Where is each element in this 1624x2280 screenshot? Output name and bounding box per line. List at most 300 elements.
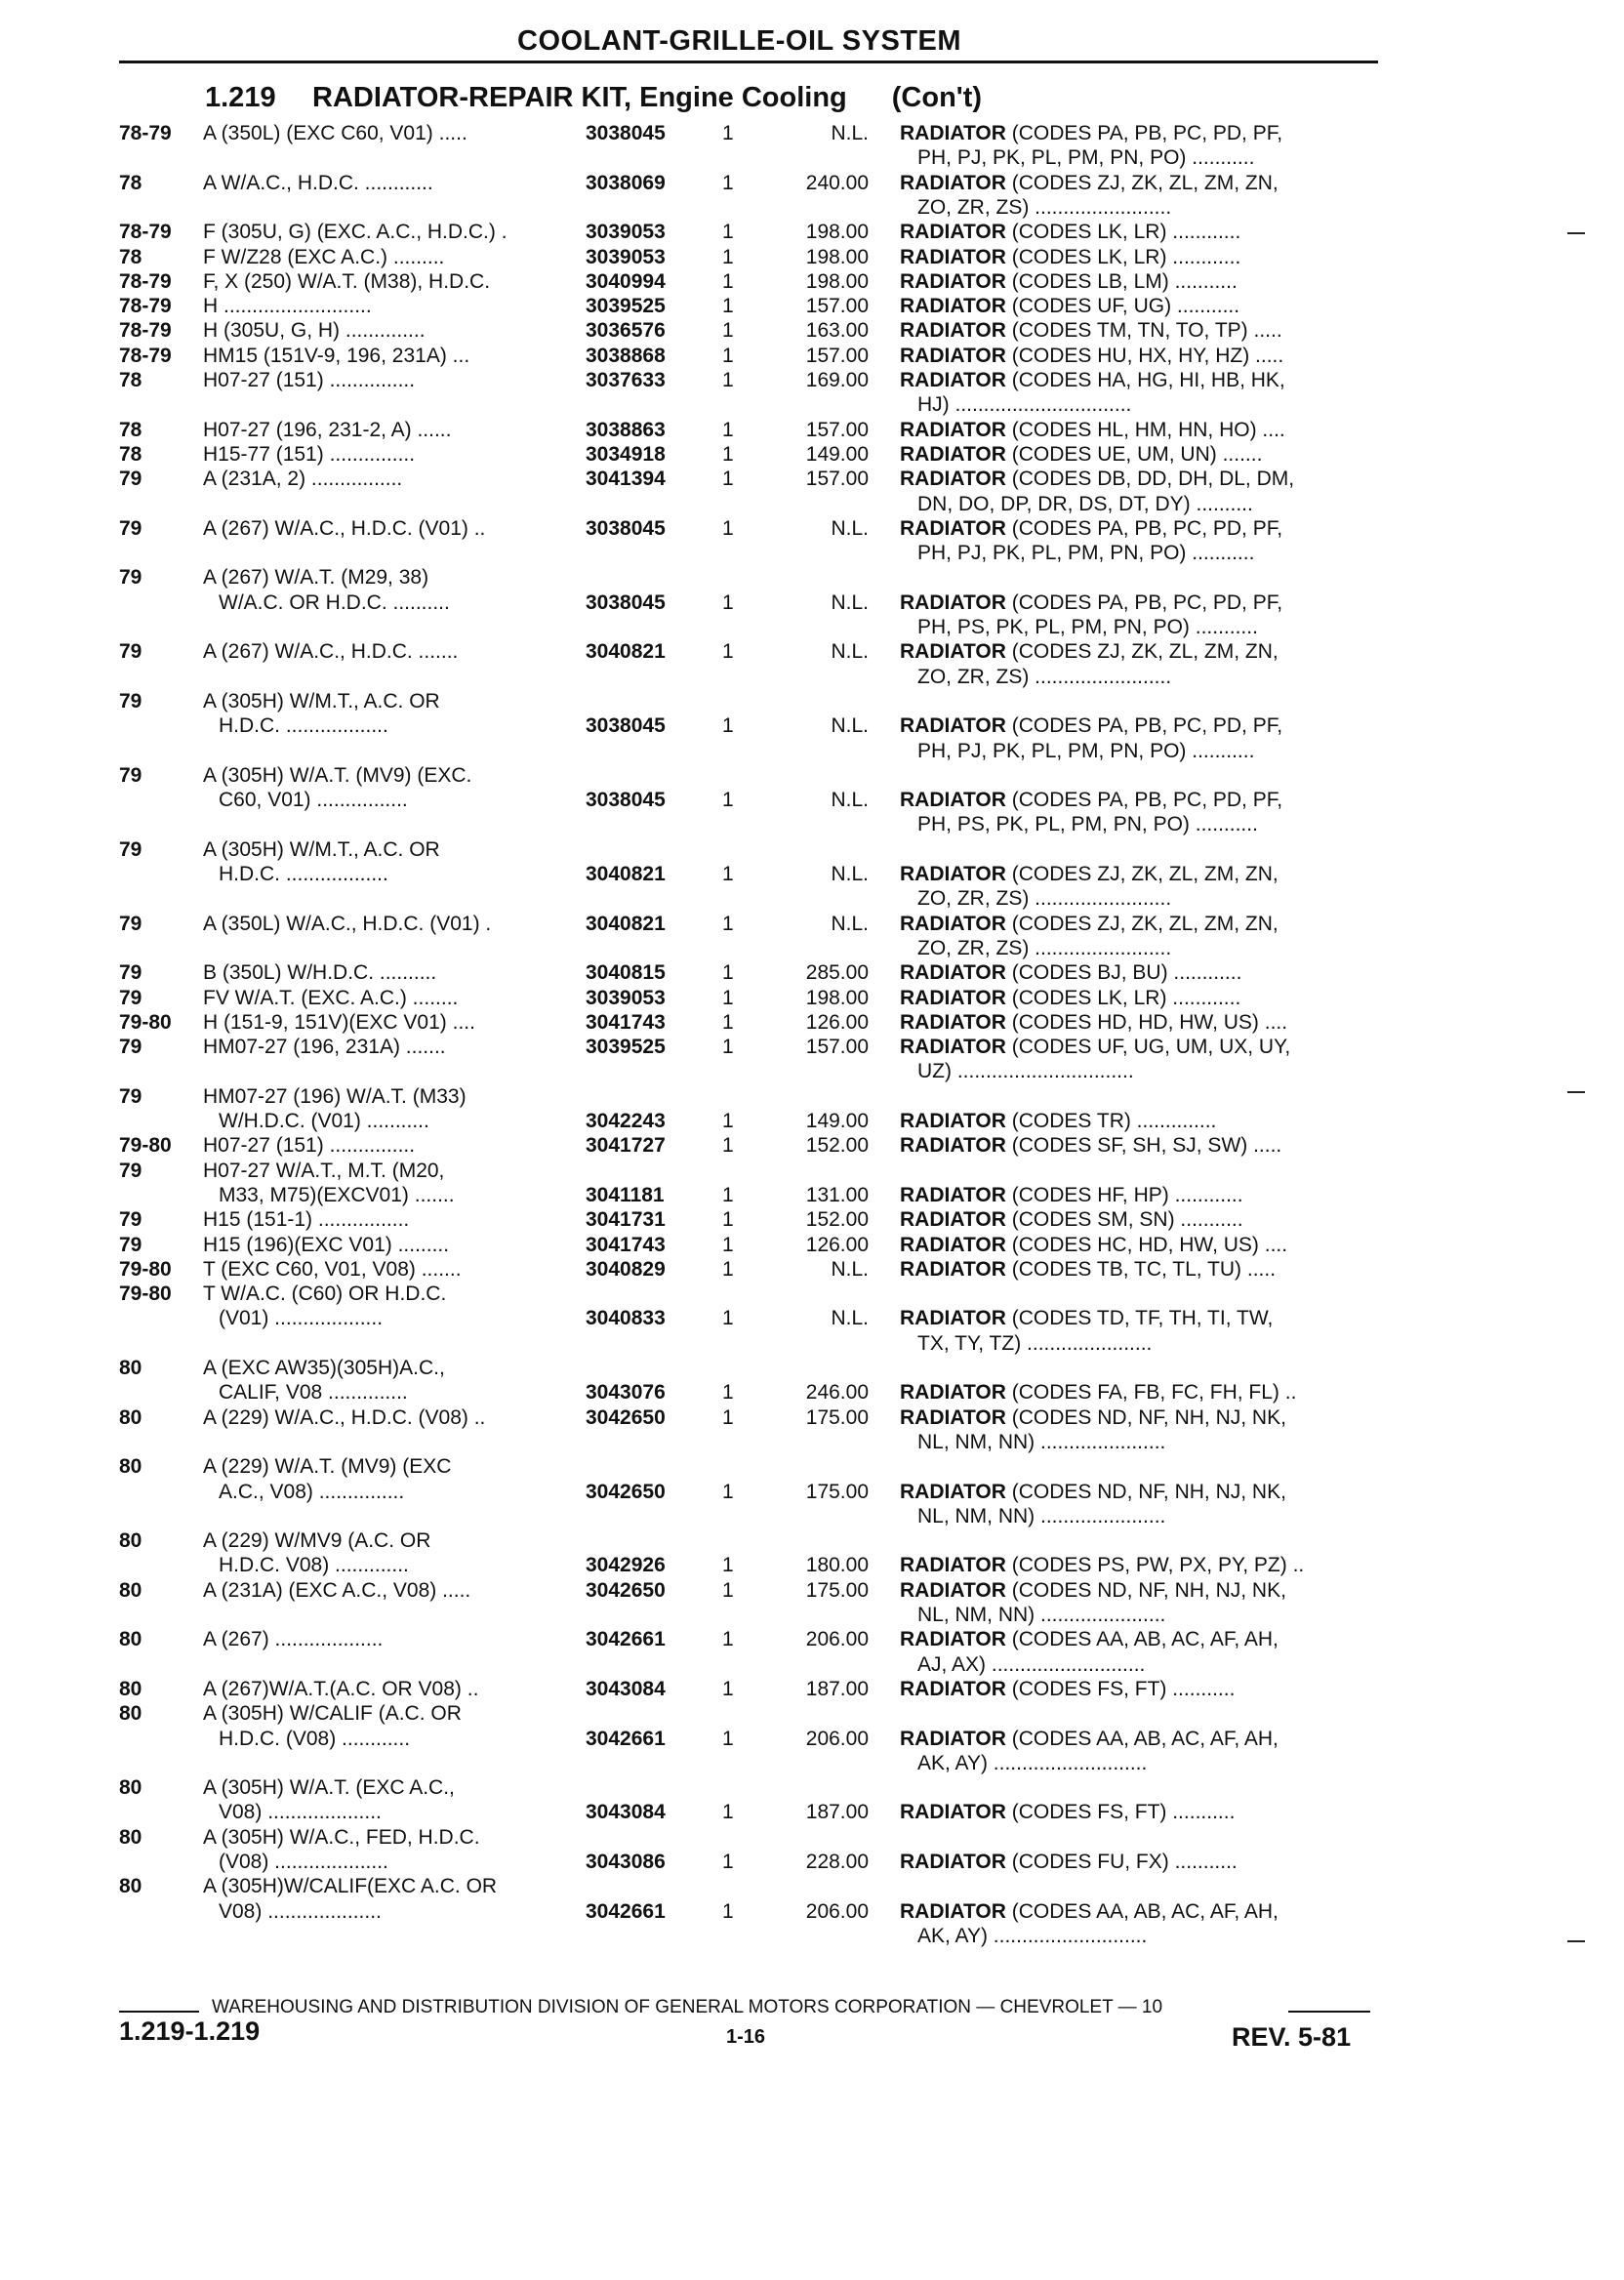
model-year: 79 [119,1208,142,1232]
part-number: 3041394 [586,468,666,491]
description [900,1578,1286,1603]
description-continued: PH, PJ, PK, PL, PM, PN, PO) ........... [917,542,1255,565]
quantity: 1 [722,1677,734,1700]
part-codes: (CODES FS, FT) ........... [1011,1801,1236,1824]
part-name: RADIATOR [900,1134,1006,1158]
application: F, X (250) W/A.T. (M38), H.D.C. [203,269,491,293]
application: A (231A) (EXC A.C., V08) ..... [203,1578,471,1602]
part-number: 3041727 [586,1134,666,1158]
application: A (267) ................... [203,1628,384,1651]
description [900,516,1282,541]
part-codes: (CODES SF, SH, SJ, SW) ..... [1011,1134,1282,1158]
part-number: 3042661 [586,1899,666,1923]
part-name: RADIATOR [900,269,1006,293]
list-price: 180.00 [805,1554,869,1577]
table-row [0,1775,1624,1800]
model-year: 79-80 [119,1282,172,1306]
part-codes: (CODES UF, UG, UM, UX, UY, [1011,1036,1291,1059]
application: A (305H) W/A.T. (MV9) (EXC. [203,763,472,787]
quantity: 1 [722,1183,734,1206]
application: H15 (151-1) ................ [203,1208,410,1232]
part-number: 3041731 [586,1208,666,1232]
table-row [0,145,1624,170]
list-price: N.L. [831,1257,869,1281]
list-price: 206.00 [805,1899,869,1923]
part-number: 3039053 [586,986,666,1009]
model-year: 79 [119,763,142,787]
table-row [0,1454,1624,1479]
table-row [0,392,1624,417]
part-name: RADIATOR [900,1899,1006,1923]
model-year: 80 [119,1825,142,1849]
part-number: 3040821 [586,640,666,664]
part-codes: (CODES ND, NF, NH, NJ, NK, [1011,1480,1286,1503]
model-year: 80 [119,1455,142,1479]
application: A (EXC AW35)(305H)A.C., [203,1357,445,1379]
quantity: 1 [722,1727,734,1750]
page-number: 1-16 [726,2026,766,2048]
description-continued: AK, AY) ........................... [917,1924,1148,1947]
section-name: RADIATOR-REPAIR KIT, Engine Cooling [312,82,847,113]
application-continued: M33, M75)(EXCV01) ....... [219,1183,455,1206]
part-name: RADIATOR [900,1381,1006,1405]
model-year: 78-79 [119,122,172,144]
model-year: 79-80 [119,1257,172,1281]
table-row [0,1924,1624,1948]
application: H (305U, G, H) .............. [203,319,426,343]
part-name: RADIATOR [900,171,1006,194]
application: A (231A, 2) ................ [203,468,403,491]
model-year: 79 [119,837,142,861]
part-codes: (CODES FS, FT) ........... [1011,1677,1236,1700]
list-price: N.L. [831,1307,869,1330]
table-row [0,713,1624,738]
model-year: 79 [119,689,142,712]
model-year: 79 [119,1233,142,1256]
application-continued: W/A.C. OR H.D.C. .......... [219,590,450,614]
table-row [0,1874,1624,1898]
part-name: RADIATOR [900,221,1006,244]
table-row [0,1603,1624,1627]
model-year: 80 [119,1405,142,1429]
margin-mark [1567,232,1585,234]
application-continued: H.D.C. V08) ............. [219,1554,409,1577]
table-row [0,1850,1624,1874]
table-row [0,1578,1624,1603]
part-name: RADIATOR [900,1677,1006,1700]
description [900,1257,1276,1282]
table-row [0,1504,1624,1528]
application: H07-27 W/A.T., M.T. (M20, [203,1159,445,1182]
quantity: 1 [722,245,734,268]
list-price: 198.00 [805,245,869,268]
description-continued: AJ, AX) ........................... [917,1652,1146,1676]
margin-mark [1567,1091,1585,1093]
part-number: 3038045 [586,590,666,614]
part-name: RADIATOR [900,1801,1006,1824]
list-price: 198.00 [805,986,869,1009]
part-name: RADIATOR [900,714,1006,738]
model-year: 79 [119,986,142,1009]
header-rule [119,61,1378,63]
quantity: 1 [722,1405,734,1429]
part-name: RADIATOR [900,1183,1006,1206]
model-year: 79 [119,640,142,664]
part-name: RADIATOR [900,1727,1006,1750]
quantity: 1 [722,1899,734,1923]
list-price: 126.00 [805,1233,869,1256]
part-name: RADIATOR [900,1110,1006,1132]
application: T (EXC C60, V01, V08) ....... [203,1257,462,1281]
table-row [0,467,1624,491]
table-row [0,195,1624,220]
model-year: 79 [119,1084,142,1108]
table-row [0,1233,1624,1257]
part-codes: (CODES PA, PB, PC, PD, PF, [1011,516,1283,540]
description-continued: PH, PS, PK, PL, PM, PN, PO) ........... [917,813,1258,836]
application: H15-77 (151) ............... [203,442,416,466]
table-row [0,1528,1624,1553]
table-row [0,269,1624,294]
part-codes: (CODES PA, PB, PC, PD, PF, [1011,714,1283,738]
table-row [0,516,1624,541]
part-name: RADIATOR [900,789,1006,812]
model-year: 79 [119,516,142,540]
application-continued: C60, V01) ................ [219,789,408,812]
part-name: RADIATOR [900,961,1006,985]
part-name: RADIATOR [900,1851,1006,1873]
part-number: 3039053 [586,221,666,244]
part-name: RADIATOR [900,344,1006,367]
quantity: 1 [722,122,734,144]
table-row [0,1480,1624,1504]
list-price: 126.00 [805,1010,869,1034]
description-continued: NL, NM, NN) ...................... [917,1604,1166,1626]
table-row [0,1627,1624,1651]
table-row [0,171,1624,195]
application: HM07-27 (196, 231A) ....... [203,1036,446,1059]
description [900,788,1282,812]
application: HM07-27 (196) W/A.T. (M33) [203,1084,467,1108]
part-codes: (CODES FU, FX) ........... [1011,1851,1238,1873]
description [900,1405,1286,1430]
list-price: 198.00 [805,269,869,293]
table-row [0,1825,1624,1850]
table-row [0,1084,1624,1109]
description [900,1800,1235,1824]
application: A (229) W/A.T. (MV9) (EXC [203,1455,452,1479]
description [900,1133,1281,1158]
quantity: 1 [722,319,734,343]
application-continued: W/H.D.C. (V01) ........... [219,1110,429,1132]
quantity: 1 [722,468,734,491]
part-number: 3038045 [586,789,666,812]
part-name: RADIATOR [900,1257,1006,1281]
application: T W/A.C. (C60) OR H.D.C. [203,1282,447,1306]
part-codes: (CODES ND, NF, NH, NJ, NK, [1011,1578,1286,1602]
description [900,442,1262,467]
table-row [0,442,1624,467]
part-number: 3039053 [586,245,666,268]
description-continued: UZ) ............................... [917,1060,1134,1083]
list-price: 157.00 [805,1036,869,1059]
part-name: RADIATOR [900,1233,1006,1256]
description [900,1727,1279,1751]
application: A (350L) W/A.C., H.D.C. (V01) . [203,912,492,935]
quantity: 1 [722,1208,734,1232]
table-row [0,418,1624,442]
description [900,1553,1304,1577]
part-codes: (CODES LK, LR) ............ [1011,221,1241,244]
table-row [0,368,1624,392]
footer-rule-right [1288,2011,1370,2013]
page-title: COOLANT-GRILLE-OIL SYSTEM [517,25,962,57]
section-continued: (Con't) [891,82,983,113]
list-price: 206.00 [805,1628,869,1651]
table-row [0,665,1624,689]
part-codes: (CODES SM, SN) ........... [1011,1208,1243,1232]
application: A (305H) W/A.C., FED, H.D.C. [203,1825,480,1849]
model-year: 78 [119,442,142,466]
description-continued: AK, AY) ........................... [917,1751,1148,1774]
table-row [0,1109,1624,1133]
table-row [0,565,1624,590]
part-number: 3040815 [586,961,666,985]
description [900,1306,1273,1330]
part-codes: (CODES PA, PB, PC, PD, PF, [1011,590,1283,614]
table-row [0,886,1624,911]
list-price: N.L. [831,714,869,738]
description [900,960,1241,985]
part-name: RADIATOR [900,1405,1006,1429]
table-row [0,1356,1624,1380]
part-codes: (CODES TB, TC, TL, TU) ..... [1011,1257,1277,1281]
margin-mark [1567,1940,1585,1942]
description-continued: ZO, ZR, ZS) ........................ [917,887,1172,911]
table-row [0,344,1624,368]
application: A (305H) W/CALIF (A.C. OR [203,1702,462,1726]
model-year: 79 [119,1036,142,1059]
quantity: 1 [722,961,734,985]
list-price: 157.00 [805,418,869,441]
quantity: 1 [722,1110,734,1132]
part-number: 3034918 [586,442,666,466]
part-name: RADIATOR [900,122,1006,144]
table-row [0,121,1624,145]
part-codes: (CODES LK, LR) ............ [1011,245,1241,268]
description [900,1233,1287,1257]
part-name: RADIATOR [900,1628,1006,1651]
table-row [0,1133,1624,1158]
list-price: 175.00 [805,1405,869,1429]
quantity: 1 [722,418,734,441]
table-row [0,788,1624,812]
part-name: RADIATOR [900,468,1006,491]
quantity: 1 [722,912,734,935]
part-codes: (CODES ZJ, ZK, ZL, ZM, ZN, [1011,171,1279,194]
application: H .......................... [203,295,372,318]
description [900,121,1282,145]
part-number: 3042650 [586,1480,666,1503]
quantity: 1 [722,171,734,194]
quantity: 1 [722,640,734,664]
quantity: 1 [722,1801,734,1824]
application: FV W/A.T. (EXC. A.C.) ........ [203,986,459,1009]
model-year: 79 [119,912,142,935]
application: A (229) W/A.C., H.D.C. (V08) .. [203,1405,486,1429]
application-continued: H.D.C. (V08) ............ [219,1727,411,1750]
table-row [0,1677,1624,1701]
description [900,269,1238,294]
description [900,171,1279,195]
table-row [0,1405,1624,1430]
table-row [0,986,1624,1010]
application-continued: (V01) ................... [219,1307,384,1330]
footer-division: WAREHOUSING AND DISTRIBUTION DIVISION OF GENERAL MOTORS CORPORATION — CHEVROLET — 10 [212,1997,1163,2017]
table-row [0,1652,1624,1677]
list-price: 157.00 [805,468,869,491]
model-year: 79-80 [119,1010,172,1034]
description [900,1677,1235,1701]
model-year: 78-79 [119,344,172,367]
model-year: 79 [119,961,142,985]
quantity: 1 [722,369,734,391]
part-number: 3040821 [586,912,666,935]
part-number: 3038069 [586,171,666,194]
list-price: 240.00 [805,171,869,194]
table-row [0,1306,1624,1330]
model-year: 78-79 [119,221,172,244]
table-row [0,739,1624,763]
quantity: 1 [722,590,734,614]
part-number: 3040821 [586,863,666,885]
model-year: 78 [119,171,142,194]
part-number: 3038045 [586,516,666,540]
description [900,368,1285,392]
quantity: 1 [722,344,734,367]
description [900,245,1240,269]
section-number: 1.219 [205,82,276,113]
application: H07-27 (196, 231-2, A) ...... [203,418,452,441]
table-row [0,1800,1624,1824]
quantity: 1 [722,1851,734,1873]
part-number: 3043076 [586,1381,666,1405]
description-continued: ZO, ZR, ZS) ........................ [917,665,1172,688]
part-codes: (CODES AA, AB, AC, AF, AH, [1011,1727,1279,1750]
table-row [0,1282,1624,1306]
description [900,1850,1238,1874]
description [900,294,1239,318]
table-row [0,1553,1624,1577]
list-price: N.L. [831,640,869,664]
application: H (151-9, 151V)(EXC V01) .... [203,1010,475,1034]
section-title [205,82,982,114]
part-number: 3038863 [586,418,666,441]
part-codes: (CODES TD, TF, TH, TI, TW, [1011,1307,1274,1330]
description-continued: TX, TY, TZ) ...................... [917,1331,1153,1355]
part-number: 3042650 [586,1405,666,1429]
application: A (267)W/A.T.(A.C. OR V08) .. [203,1677,479,1700]
application: F (305U, G) (EXC. A.C., H.D.C.) . [203,221,508,244]
quantity: 1 [722,269,734,293]
description [900,1035,1290,1059]
description [900,1010,1287,1035]
description [900,1899,1279,1924]
part-name: RADIATOR [900,1208,1006,1232]
part-name: RADIATOR [900,1480,1006,1503]
part-number: 3040833 [586,1307,666,1330]
table-row [0,689,1624,713]
table-row [0,639,1624,664]
quantity: 1 [722,221,734,244]
table-row [0,1701,1624,1726]
table-row [0,1727,1624,1751]
description [900,1627,1279,1651]
part-number: 3042661 [586,1628,666,1651]
part-codes: (CODES BJ, BU) ............ [1011,961,1242,985]
application-continued: A.C., V08) ............... [219,1480,405,1503]
part-name: RADIATOR [900,1578,1006,1602]
application: H07-27 (151) ............... [203,369,416,391]
application: B (350L) W/H.D.C. .......... [203,961,437,985]
list-price: 157.00 [805,295,869,318]
quantity: 1 [722,1257,734,1281]
part-name: RADIATOR [900,442,1006,466]
model-year: 79-80 [119,1134,172,1158]
application: A (267) W/A.C., H.D.C. ....... [203,640,459,664]
description-continued: NL, NM, NN) ...................... [917,1430,1166,1453]
part-number: 3042926 [586,1554,666,1577]
description-continued: HJ) ............................... [917,393,1132,417]
list-price: N.L. [831,122,869,144]
part-codes: (CODES ZJ, ZK, ZL, ZM, ZN, [1011,912,1279,935]
part-number: 3043086 [586,1851,666,1873]
part-codes: (CODES ZJ, ZK, ZL, ZM, ZN, [1011,863,1279,885]
table-row [0,960,1624,985]
model-year: 80 [119,1702,142,1726]
model-year: 80 [119,1578,142,1602]
application: A (350L) (EXC C60, V01) ..... [203,122,467,144]
list-price: 285.00 [805,961,869,985]
part-codes: (CODES PS, PW, PX, PY, PZ) .. [1011,1554,1305,1577]
description-continued: NL, NM, NN) ...................... [917,1504,1166,1527]
model-year: 78-79 [119,319,172,343]
part-codes: (CODES HC, HD, HW, US) .... [1011,1233,1288,1256]
quantity: 1 [722,1578,734,1602]
list-price: 187.00 [805,1801,869,1824]
description [900,1480,1286,1504]
part-codes: (CODES FA, FB, FC, FH, FL) .. [1011,1381,1297,1405]
list-price: 163.00 [805,319,869,343]
table-row [0,763,1624,788]
model-year: 78 [119,245,142,268]
description-continued: ZO, ZR, ZS) ........................ [917,195,1172,219]
description-continued: PH, PJ, PK, PL, PM, PN, PO) ........... [917,739,1255,762]
part-number: 3038045 [586,714,666,738]
model-year: 80 [119,1628,142,1651]
model-year: 79 [119,468,142,491]
application: A (229) W/MV9 (A.C. OR [203,1529,431,1553]
table-row [0,1430,1624,1454]
part-codes: (CODES UE, UM, UN) ....... [1011,442,1263,466]
part-name: RADIATOR [900,418,1006,441]
list-price: 175.00 [805,1480,869,1503]
description [900,713,1282,738]
application: A (305H) W/A.T. (EXC A.C., [203,1776,455,1800]
part-codes: (CODES TR) .............. [1011,1110,1217,1132]
list-price: 206.00 [805,1727,869,1750]
part-codes: (CODES HF, HP) ............ [1011,1183,1243,1206]
